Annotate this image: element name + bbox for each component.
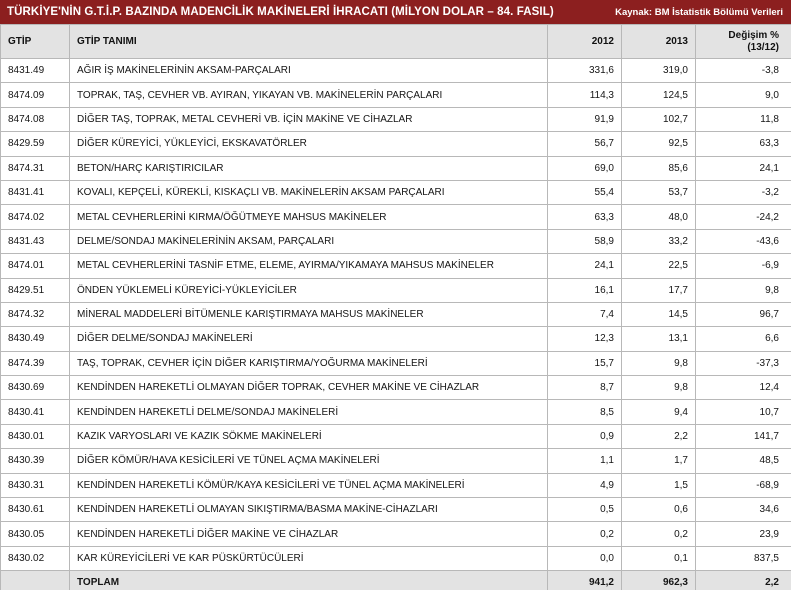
cell-2013: 85,6 [622,156,696,180]
table-row [1,376,791,400]
table-row [1,400,791,424]
table-row [1,327,791,351]
cell-description: KAR KÜREYİCİLERİ VE KAR PÜSKÜRTÜCÜLERİ [70,546,548,570]
cell-2012: 69,0 [548,156,622,180]
cell-description: DİĞER TAŞ, TOPRAK, METAL CEVHERİ VB. İÇİN MAKİNE VE CİHAZLAR [70,107,548,131]
cell-2012: 0,5 [548,498,622,522]
cell-2012: 16,1 [548,278,622,302]
column-header-2013: 2013 [622,25,696,59]
cell-change: 141,7 [696,424,791,448]
cell-description: KENDİNDEN HAREKETLİ KÖMÜR/KAYA KESİCİLERİ VE TÜNEL AÇMA MAKİNELERİ [70,473,548,497]
cell-2012: 12,3 [548,327,622,351]
cell-description: AĞIR İŞ MAKİNELERİNİN AKSAM-PARÇALARI [70,59,548,83]
cell-2013: 124,5 [622,83,696,107]
cell-2013: 9,4 [622,400,696,424]
cell-2012: 58,9 [548,229,622,253]
cell-2013: 102,7 [622,107,696,131]
cell-description: KENDİNDEN HAREKETLİ OLMAYAN SIKIŞTIRMA/BASMA MAKİNE-CİHAZLARI [70,498,548,522]
table-row [1,156,791,180]
cell-2012: 114,3 [548,83,622,107]
cell-description: DİĞER KÖMÜR/HAVA KESİCİLERİ VE TÜNEL AÇMA MAKİNELERİ [70,449,548,473]
cell-2013: 13,1 [622,327,696,351]
cell-2013: 17,7 [622,278,696,302]
cell-gtip: 8429.51 [1,278,70,302]
table-row-total [1,571,791,590]
table-row [1,59,791,83]
cell-change: 837,5 [696,546,791,570]
cell-gtip: 8474.09 [1,83,70,107]
cell-description: KENDİNDEN HAREKETLİ DİĞER MAKİNE VE CİHAZLAR [70,522,548,546]
cell-gtip: 8431.41 [1,180,70,204]
cell-description: TOPLAM [70,571,548,590]
cell-gtip: 8430.41 [1,400,70,424]
cell-2012: 15,7 [548,351,622,375]
cell-change: 10,7 [696,400,791,424]
cell-description: KAZIK VARYOSLARI VE KAZIK SÖKME MAKİNELERİ [70,424,548,448]
cell-change: -24,2 [696,205,791,229]
table-body [1,59,791,590]
page-title: TÜRKİYE'NİN G.T.İ.P. BAZINDA MADENCİLİK MAKİNELERİ İHRACATI (MİLYON DOLAR – 84. FASIL) [7,6,554,18]
cell-gtip: 8474.32 [1,302,70,326]
cell-change: 96,7 [696,302,791,326]
cell-2013: 9,8 [622,351,696,375]
cell-gtip: 8430.01 [1,424,70,448]
cell-change: -68,9 [696,473,791,497]
cell-gtip: 8474.31 [1,156,70,180]
cell-description: ÖNDEN YÜKLEMELİ KÜREYİCİ-YÜKLEYİCİLER [70,278,548,302]
table-row [1,473,791,497]
cell-gtip: 8429.59 [1,132,70,156]
exports-table [0,24,791,590]
cell-gtip [1,571,70,590]
table-row [1,83,791,107]
cell-change: 9,0 [696,83,791,107]
cell-2012: 941,2 [548,571,622,590]
cell-gtip: 8430.49 [1,327,70,351]
cell-2013: 962,3 [622,571,696,590]
table-row [1,107,791,131]
cell-2012: 8,7 [548,376,622,400]
cell-gtip: 8474.39 [1,351,70,375]
cell-description: KOVALI, KEPÇELİ, KÜREKLİ, KISKAÇLI VB. MAKİNELERİN AKSAM PARÇALARI [70,180,548,204]
title-bar [0,0,791,24]
cell-2012: 0,9 [548,424,622,448]
cell-2013: 9,8 [622,376,696,400]
table-row [1,522,791,546]
cell-change: -43,6 [696,229,791,253]
cell-2012: 7,4 [548,302,622,326]
cell-description: MİNERAL MADDELERİ BİTÜMENLE KARIŞTIRMAYA MAHSUS MAKİNELER [70,302,548,326]
cell-change: 12,4 [696,376,791,400]
cell-gtip: 8430.31 [1,473,70,497]
table-row [1,132,791,156]
table-row [1,180,791,204]
table-row [1,351,791,375]
cell-change: 48,5 [696,449,791,473]
cell-change: 23,9 [696,522,791,546]
cell-2012: 63,3 [548,205,622,229]
cell-gtip: 8431.49 [1,59,70,83]
table-row [1,498,791,522]
cell-gtip: 8430.39 [1,449,70,473]
cell-description: BETON/HARÇ KARIŞTIRICILAR [70,156,548,180]
column-header-change-line1: Değişim % [728,29,779,41]
cell-description: TOPRAK, TAŞ, CEVHER VB. AYIRAN, YIKAYAN VB. MAKİNELERİN PARÇALARI [70,83,548,107]
cell-2013: 53,7 [622,180,696,204]
table-row [1,229,791,253]
cell-2012: 56,7 [548,132,622,156]
cell-description: KENDİNDEN HAREKETLİ DELME/SONDAJ MAKİNELERİ [70,400,548,424]
cell-change: 24,1 [696,156,791,180]
cell-2013: 2,2 [622,424,696,448]
cell-gtip: 8474.02 [1,205,70,229]
cell-change: 2,2 [696,571,791,590]
table-row [1,205,791,229]
cell-2012: 55,4 [548,180,622,204]
table-row [1,449,791,473]
cell-change: 9,8 [696,278,791,302]
cell-2013: 0,2 [622,522,696,546]
cell-change: -37,3 [696,351,791,375]
cell-description: DELME/SONDAJ MAKİNELERİNİN AKSAM, PARÇALARI [70,229,548,253]
cell-change: -3,2 [696,180,791,204]
cell-2012: 91,9 [548,107,622,131]
cell-2013: 33,2 [622,229,696,253]
table-header [1,25,791,59]
cell-2012: 1,1 [548,449,622,473]
cell-description: METAL CEVHERLERİNİ TASNİF ETME, ELEME, AYIRMA/YIKAMAYA MAHSUS MAKİNELER [70,254,548,278]
cell-2013: 319,0 [622,59,696,83]
cell-description: DİĞER KÜREYİCİ, YÜKLEYİCİ, EKSKAVATÖRLER [70,132,548,156]
column-header-change-line2: (13/12) [747,41,779,53]
cell-change: 6,6 [696,327,791,351]
cell-2013: 22,5 [622,254,696,278]
cell-description: KENDİNDEN HAREKETLİ OLMAYAN DİĞER TOPRAK, CEVHER MAKİNE VE CİHAZLAR [70,376,548,400]
table-row [1,254,791,278]
cell-description: TAŞ, TOPRAK, CEVHER İÇİN DİĞER KARIŞTIRMA/YOĞURMA MAKİNELERİ [70,351,548,375]
cell-gtip: 8430.61 [1,498,70,522]
cell-2012: 331,6 [548,59,622,83]
table-row [1,302,791,326]
cell-change: -6,9 [696,254,791,278]
header-row [1,25,791,59]
cell-gtip: 8430.05 [1,522,70,546]
cell-gtip: 8474.01 [1,254,70,278]
cell-gtip: 8430.02 [1,546,70,570]
column-header-gtip: GTİP [1,25,70,59]
source-note: Kaynak: BM İstatistik Bölümü Verileri [615,6,783,18]
cell-2013: 1,7 [622,449,696,473]
column-header-2012: 2012 [548,25,622,59]
cell-2013: 0,1 [622,546,696,570]
cell-change: -3,8 [696,59,791,83]
cell-2013: 48,0 [622,205,696,229]
cell-gtip: 8431.43 [1,229,70,253]
cell-2012: 0,2 [548,522,622,546]
cell-2012: 0,0 [548,546,622,570]
cell-2012: 4,9 [548,473,622,497]
cell-2013: 14,5 [622,302,696,326]
cell-gtip: 8430.69 [1,376,70,400]
table-row [1,546,791,570]
table-row [1,278,791,302]
cell-gtip: 8474.08 [1,107,70,131]
cell-change: 63,3 [696,132,791,156]
table-row [1,424,791,448]
cell-description: METAL CEVHERLERİNİ KIRMA/ÖĞÜTMEYE MAHSUS MAKİNELER [70,205,548,229]
cell-2012: 24,1 [548,254,622,278]
cell-2013: 92,5 [622,132,696,156]
cell-description: DİĞER DELME/SONDAJ MAKİNELERİ [70,327,548,351]
column-header-description: GTİP TANIMI [70,25,548,59]
column-header-change [696,25,791,59]
cell-2013: 1,5 [622,473,696,497]
cell-change: 34,6 [696,498,791,522]
cell-change: 11,8 [696,107,791,131]
cell-2012: 8,5 [548,400,622,424]
cell-2013: 0,6 [622,498,696,522]
